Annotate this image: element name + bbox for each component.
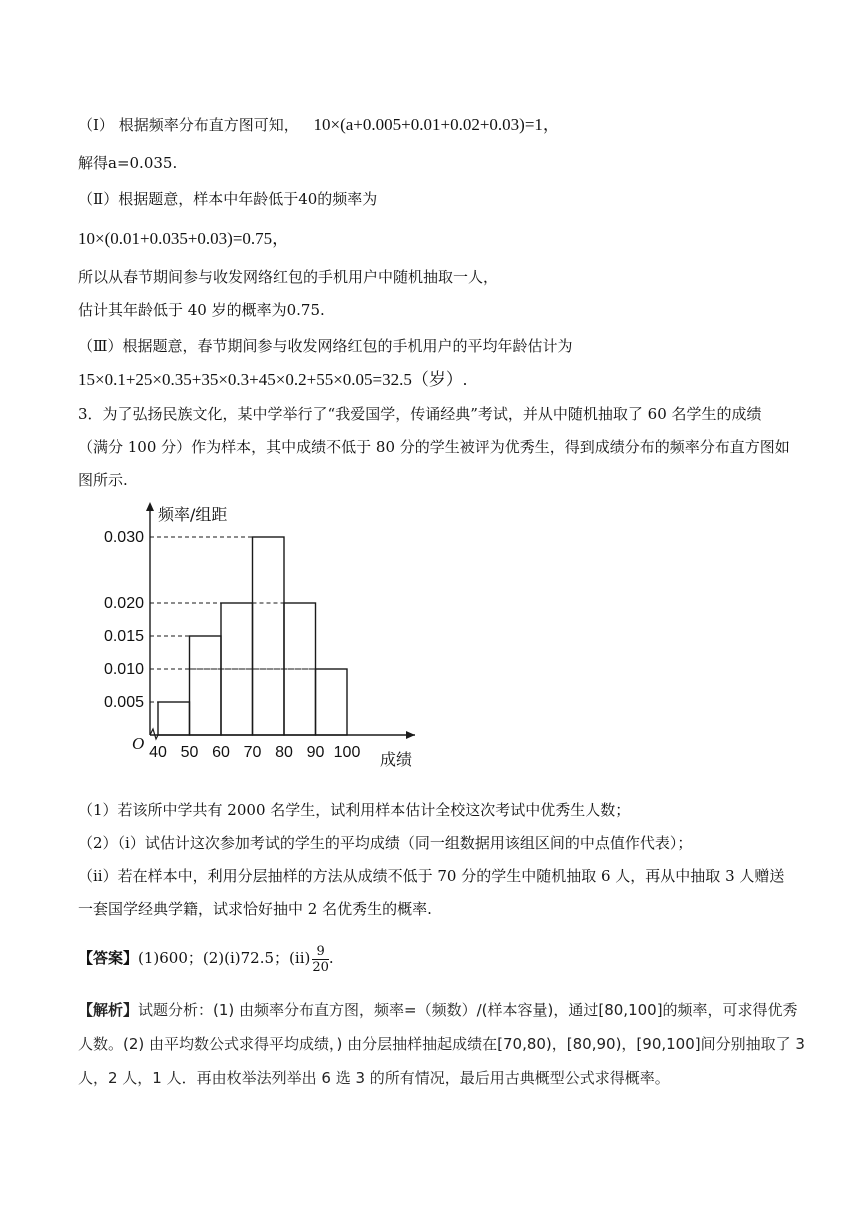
part2-line3: 所以从春节期间参与收发网络红包的手机用户中随机抽取一人， bbox=[78, 268, 499, 286]
part2-text: 根据题意，样本中年龄低于40的频率为 bbox=[118, 190, 378, 208]
histogram-bar bbox=[253, 537, 285, 735]
problem3-line1: 3．为了弘扬民族文化，某中学举行了“我爱国学，传诵经典”考试，并从中随机抽取了 60 名学生的成绩 bbox=[78, 405, 762, 423]
y-tick-label: 0.030 bbox=[103, 529, 144, 546]
histogram-bar bbox=[158, 702, 190, 735]
question-2i: （2）（i）试估计这次参加考试的学生的平均成绩（同一组数据用该组区间的中点值作代表）； bbox=[78, 834, 693, 852]
question-2ii-line1: （ii）若在样本中，利用分层抽样的方法从成绩不低于 70 分的学生中随机抽取 6 人，再从中抽取 3 人赠送 bbox=[78, 867, 785, 885]
part3-text: 根据题意，春节期间参与收发网络红包的手机用户的平均年龄估计为 bbox=[122, 337, 573, 355]
x-tick-label: 50 bbox=[180, 744, 199, 761]
y-tick-label: 0.015 bbox=[103, 628, 144, 645]
part2-line bbox=[78, 189, 377, 209]
part3-label: （Ⅲ） bbox=[78, 337, 123, 355]
part1-text: 根据频率分布直方图可知， bbox=[118, 116, 299, 134]
answer-line bbox=[78, 940, 334, 976]
analysis-label: 【解析】 bbox=[78, 1001, 139, 1019]
answer-fraction-denominator: 20 bbox=[312, 959, 329, 975]
y-axis-label: 频率/组距 bbox=[158, 505, 228, 524]
histogram-bar bbox=[316, 669, 348, 735]
part1-label: （Ⅰ） bbox=[78, 116, 114, 134]
analysis-line2: 人数。(2) 由平均数公式求得平均成绩，) 由分层抽样抽起成绩在[70,80)，[80,90)，[90,100]间分别抽取了 3 bbox=[78, 1035, 805, 1053]
part3-line bbox=[78, 336, 572, 356]
part2-line4: 估计其年龄低于 40 岁的概率为0.75. bbox=[78, 301, 325, 319]
answer-text: (1)600；(2)(i)72.5；(ii) bbox=[138, 949, 311, 967]
answer-fraction bbox=[312, 944, 329, 975]
chart-layer bbox=[104, 502, 415, 769]
problem3-line2: （满分 100 分）作为样本，其中成绩不低于 80 分的学生被评为优秀生，得到成绩分布的频率分布直方图如 bbox=[78, 438, 790, 456]
y-tick-label: 0.005 bbox=[103, 694, 144, 711]
x-tick-label: 70 bbox=[243, 744, 262, 761]
x-axis-arrow bbox=[406, 731, 415, 739]
x-axis-label: 成绩 bbox=[380, 750, 413, 769]
question-1: （1）若该所中学共有 2000 名学生，试利用样本估计全校这次考试中优秀生人数； bbox=[78, 801, 631, 819]
analysis-line3: 人，2 人，1 人．再由枚举法列举出 6 选 3 的所有情况，最后用古典概型公式求得概率。 bbox=[78, 1069, 670, 1087]
x-tick-label: 100 bbox=[333, 744, 361, 761]
x-tick-label: 40 bbox=[149, 744, 167, 761]
part3-equation: 15×0.1+25×0.35+35×0.3+45×0.2+55×0.05=32.5（岁）. bbox=[78, 370, 468, 389]
x-tick-label: 60 bbox=[212, 744, 230, 761]
x-tick-label: 90 bbox=[306, 744, 325, 761]
part1-line bbox=[78, 115, 560, 135]
answer-label: 【答案】 bbox=[78, 949, 139, 967]
y-tick-label: 0.010 bbox=[103, 661, 144, 678]
part1-result: 解得a=0.035. bbox=[78, 154, 178, 172]
y-tick-label: 0.020 bbox=[103, 595, 144, 612]
axis-break bbox=[150, 729, 158, 739]
part2-label: （Ⅱ） bbox=[78, 190, 119, 208]
part1-equation: 10×(a+0.005+0.01+0.02+0.03)=1， bbox=[313, 115, 560, 134]
x-tick-label: 80 bbox=[275, 744, 293, 761]
question-2ii-line2: 一套国学经典学籍，试求恰好抽中 2 名优秀生的概率. bbox=[78, 900, 432, 918]
frequency-histogram bbox=[80, 498, 420, 783]
part2-equation: 10×(0.01+0.035+0.03)=0.75， bbox=[78, 229, 290, 248]
histogram-bar bbox=[190, 636, 222, 735]
origin-label: O bbox=[132, 734, 145, 753]
answer-fraction-numerator: 9 bbox=[312, 944, 329, 960]
analysis-line1 bbox=[78, 1000, 798, 1020]
answer-tail: . bbox=[328, 949, 334, 967]
y-axis-arrow bbox=[146, 502, 154, 511]
analysis-text-1: 试题分析：(1) 由频率分布直方图，频率=（频数）/(样本容量)，通过[80,100]的频率，可求得优秀 bbox=[138, 1001, 798, 1019]
problem3-line3: 图所示. bbox=[78, 471, 128, 489]
